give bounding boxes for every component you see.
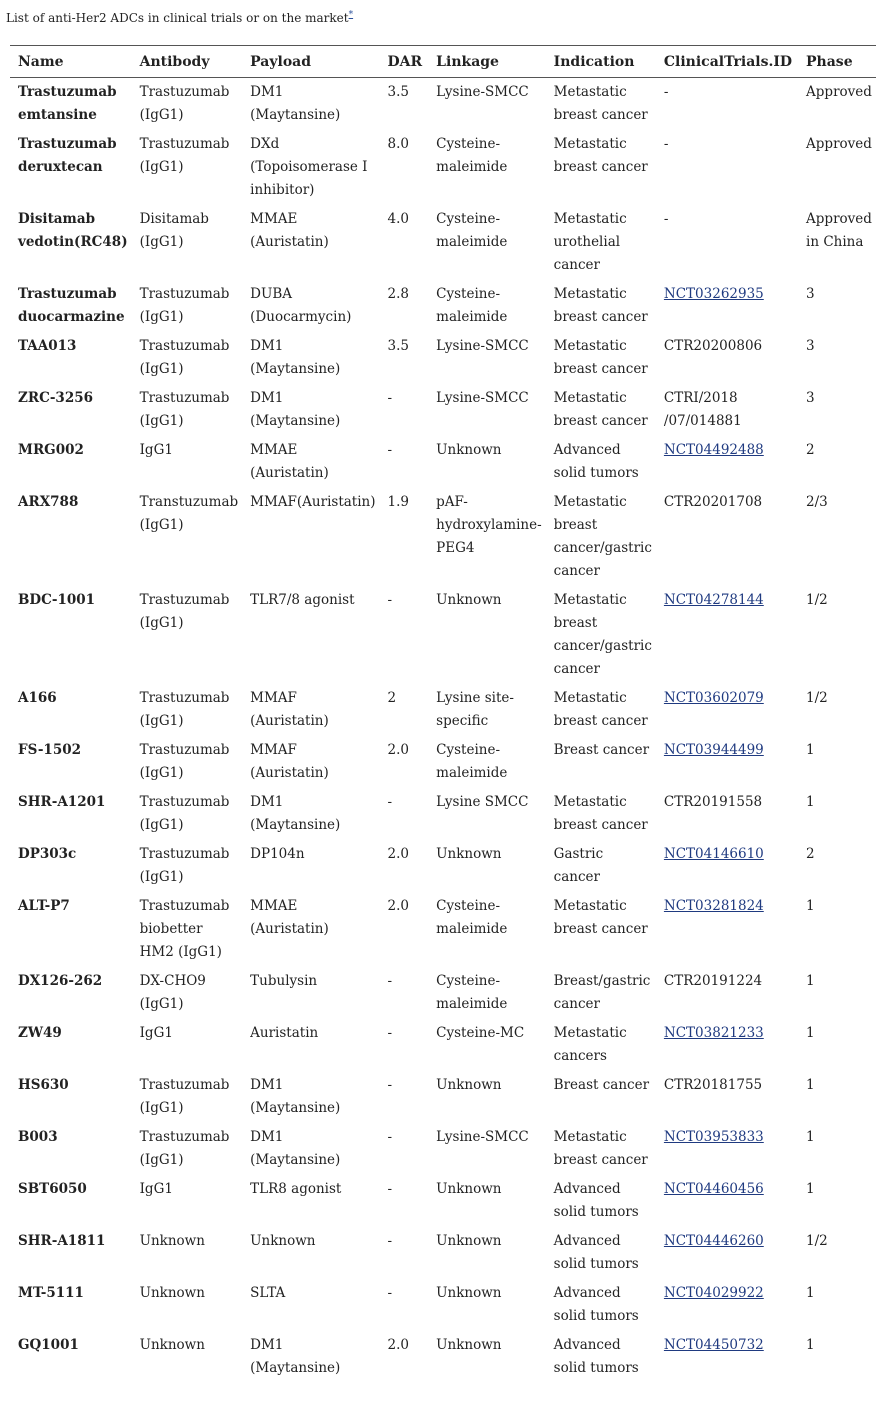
cell-linkage: Unknown: [436, 592, 502, 608]
cell-clinicaltrials-id: -: [663, 84, 669, 100]
cell-name: DX126-262: [18, 973, 103, 989]
cell-linkage: Lysine SMCC: [436, 794, 529, 810]
table-row: [10, 892, 876, 967]
cell-dar: -: [387, 794, 393, 810]
cell-indication: Metastatic breast cancer: [553, 1129, 648, 1168]
cell-linkage: Lysine-SMCC: [436, 1129, 529, 1145]
cell-linkage: Lysine-SMCC: [436, 338, 529, 354]
cell-phase: 1/2: [806, 592, 828, 608]
cell-dar: 3.5: [387, 84, 409, 100]
adc-table: [10, 45, 876, 1383]
cell-linkage: Unknown: [436, 1077, 502, 1093]
clinical-trial-link[interactable]: NCT03262935: [663, 286, 764, 302]
cell-phase: 1: [806, 742, 815, 758]
cell-indication: Breast cancer: [553, 742, 650, 758]
cell-antibody: Trastuzumab (IgG1): [139, 690, 230, 729]
clinical-trial-link[interactable]: NCT03944499: [663, 742, 764, 758]
cell-dar: 2.0: [387, 898, 409, 914]
cell-indication: Advanced solid tumors: [553, 1233, 639, 1272]
cell-antibody: Unknown: [139, 1233, 205, 1249]
clinical-trial-link[interactable]: NCT04446260: [663, 1233, 764, 1249]
header-phase: Phase: [798, 46, 876, 78]
cell-linkage: Lysine-SMCC: [436, 84, 529, 100]
cell-antibody: Trastuzumab (IgG1): [139, 1129, 230, 1168]
caption-footnote-link[interactable]: *: [348, 10, 354, 20]
cell-antibody: DX-CHO9 (IgG1): [139, 973, 206, 1012]
cell-payload: MMAE (Auristatin): [250, 442, 329, 481]
cell-dar: -: [387, 1129, 393, 1145]
cell-clinicaltrials-id: [656, 280, 798, 332]
header-dar: DAR: [380, 46, 429, 78]
cell-indication: Metastatic breast cancer: [553, 338, 648, 377]
table-row: [10, 840, 876, 892]
cell-clinicaltrials-id: [656, 1019, 798, 1071]
cell-dar: 4.0: [387, 211, 409, 227]
cell-phase: 2: [806, 846, 815, 862]
cell-antibody: Trastuzumab (IgG1): [139, 84, 230, 123]
header-antibody: Antibody: [132, 46, 243, 78]
cell-linkage: Cysteine-maleimide: [436, 211, 508, 250]
clinical-trial-link[interactable]: NCT03281824: [663, 898, 764, 914]
cell-indication: Metastatic cancers: [553, 1025, 627, 1064]
cell-indication: Breast/gastric cancer: [553, 973, 651, 1012]
cell-clinicaltrials-id: [656, 586, 798, 684]
cell-name: ALT-P7: [18, 898, 70, 914]
cell-phase: 1: [806, 1077, 815, 1093]
clinical-trial-link[interactable]: NCT03953833: [663, 1129, 764, 1145]
cell-clinicaltrials-id: [656, 436, 798, 488]
cell-payload: DP104n: [250, 846, 305, 862]
cell-dar: 2.0: [387, 1337, 409, 1353]
cell-name: MRG002: [18, 442, 84, 458]
cell-payload: DM1 (Maytansine): [250, 84, 341, 123]
cell-name: B003: [18, 1129, 58, 1145]
cell-name: Trastuzumab deruxtecan: [18, 136, 117, 175]
cell-phase: 1: [806, 973, 815, 989]
cell-linkage: Cysteine-maleimide: [436, 742, 508, 781]
cell-phase: 1: [806, 794, 815, 810]
cell-antibody: Trastuzumab (IgG1): [139, 338, 230, 377]
cell-antibody: Trastuzumab (IgG1): [139, 136, 230, 175]
cell-clinicaltrials-id: [656, 736, 798, 788]
table-row: [10, 1175, 876, 1227]
clinical-trial-link[interactable]: NCT04492488: [663, 442, 764, 458]
cell-antibody: Trastuzumab (IgG1): [139, 794, 230, 833]
table-row: [10, 436, 876, 488]
cell-dar: -: [387, 390, 393, 406]
cell-dar: 2.0: [387, 742, 409, 758]
cell-clinicaltrials-id: [656, 1227, 798, 1279]
cell-dar: 1.9: [387, 494, 409, 510]
cell-name: ZW49: [18, 1025, 62, 1041]
table-row: [10, 736, 876, 788]
cell-antibody: Trastuzumab (IgG1): [139, 286, 230, 325]
cell-dar: -: [387, 1025, 393, 1041]
cell-name: SHR-A1811: [18, 1233, 106, 1249]
table-row: [10, 586, 876, 684]
cell-indication: Metastatic breast cancer: [553, 690, 648, 729]
cell-name: ZRC-3256: [18, 390, 93, 406]
cell-payload: Tubulysin: [250, 973, 318, 989]
cell-name: HS630: [18, 1077, 69, 1093]
cell-indication: Metastatic breast cancer/gastric cancer: [553, 592, 652, 677]
clinical-trial-link[interactable]: NCT04029922: [663, 1285, 764, 1301]
cell-linkage: Unknown: [436, 846, 502, 862]
cell-indication: Advanced solid tumors: [553, 1285, 639, 1324]
header-payload: Payload: [242, 46, 379, 78]
cell-clinicaltrials-id: CTR20191224: [663, 973, 763, 989]
cell-name: A166: [18, 690, 57, 706]
table-row: [10, 1331, 876, 1383]
clinical-trial-link[interactable]: NCT04450732: [663, 1337, 764, 1353]
cell-indication: Metastatic breast cancer: [553, 794, 648, 833]
cell-clinicaltrials-id: [656, 1175, 798, 1227]
table-row: [10, 488, 876, 586]
cell-dar: -: [387, 442, 393, 458]
cell-payload: MMAF (Auristatin): [250, 690, 329, 729]
cell-payload: SLTA: [250, 1285, 286, 1301]
clinical-trial-link[interactable]: NCT03602079: [663, 690, 764, 706]
table-row: [10, 130, 876, 205]
table-row: [10, 1123, 876, 1175]
cell-clinicaltrials-id: [656, 684, 798, 736]
cell-phase: 3: [806, 338, 815, 354]
cell-payload: DM1 (Maytansine): [250, 1129, 341, 1168]
cell-linkage: Cysteine-MC: [436, 1025, 525, 1041]
cell-antibody: IgG1: [139, 442, 173, 458]
header-clinicaltrials-id: ClinicalTrials.ID: [656, 46, 798, 78]
cell-payload: TLR8 agonist: [250, 1181, 342, 1197]
header-name: Name: [10, 46, 132, 78]
cell-antibody: Unknown: [139, 1285, 205, 1301]
cell-phase: 3: [806, 390, 815, 406]
table-row: [10, 1279, 876, 1331]
table-row: [10, 1071, 876, 1123]
cell-clinicaltrials-id: CTR20191558: [663, 794, 763, 810]
cell-phase: 2/3: [806, 494, 828, 510]
table-body: [10, 78, 876, 1384]
cell-dar: 2: [387, 690, 397, 706]
header-indication: Indication: [546, 46, 656, 78]
cell-antibody: IgG1: [139, 1181, 173, 1197]
cell-name: DP303c: [18, 846, 77, 862]
cell-dar: -: [387, 1285, 393, 1301]
cell-phase: Approved: [806, 84, 872, 100]
cell-phase: 1: [806, 1025, 815, 1041]
cell-antibody: Trastuzumab biobetter HM2 (IgG1): [139, 898, 230, 960]
cell-clinicaltrials-id: CTR20200806: [663, 338, 763, 354]
cell-payload: DM1 (Maytansine): [250, 390, 341, 429]
cell-antibody: Trastuzumab (IgG1): [139, 846, 230, 885]
cell-linkage: Unknown: [436, 1337, 502, 1353]
cell-name: GQ1001: [18, 1337, 79, 1353]
cell-dar: 2.0: [387, 846, 409, 862]
cell-dar: 8.0: [387, 136, 409, 152]
cell-phase: 2: [806, 442, 815, 458]
cell-dar: -: [387, 592, 393, 608]
cell-antibody: Unknown: [139, 1337, 205, 1353]
cell-payload: Unknown: [250, 1233, 316, 1249]
table-row: [10, 1227, 876, 1279]
cell-phase: 1: [806, 898, 815, 914]
cell-payload: MMAF(Auristatin): [250, 494, 376, 510]
cell-phase: 1: [806, 1181, 815, 1197]
cell-linkage: Cysteine-maleimide: [436, 898, 508, 937]
cell-payload: MMAE (Auristatin): [250, 898, 329, 937]
cell-indication: Breast cancer: [553, 1077, 650, 1093]
cell-antibody: Disitamab (IgG1): [139, 211, 209, 250]
cell-clinicaltrials-id: [656, 840, 798, 892]
clinical-trial-link[interactable]: NCT03821233: [663, 1025, 764, 1041]
cell-payload: DM1 (Maytansine): [250, 1337, 341, 1376]
cell-dar: -: [387, 1181, 393, 1197]
cell-linkage: pAF-hydroxylamine-PEG4: [436, 494, 542, 556]
cell-antibody: Trastuzumab (IgG1): [139, 592, 230, 631]
cell-antibody: Transtuzumab (IgG1): [139, 494, 239, 533]
cell-indication: Advanced solid tumors: [553, 1337, 639, 1376]
cell-name: Trastuzumab duocarmazine: [18, 286, 125, 325]
table-row: [10, 967, 876, 1019]
cell-indication: Metastatic breast cancer/gastric cancer: [553, 494, 652, 579]
cell-indication: Metastatic breast cancer: [553, 898, 648, 937]
cell-payload: DM1 (Maytansine): [250, 338, 341, 377]
cell-clinicaltrials-id: [656, 892, 798, 967]
cell-dar: -: [387, 1077, 393, 1093]
cell-clinicaltrials-id: CTR20201708: [663, 494, 763, 510]
cell-antibody: Trastuzumab (IgG1): [139, 742, 230, 781]
cell-name: Disitamab vedotin(RC48): [18, 211, 128, 250]
cell-name: MT-5111: [18, 1285, 84, 1301]
table-caption: [6, 10, 353, 25]
cell-indication: Metastatic breast cancer: [553, 136, 648, 175]
clinical-trial-link[interactable]: NCT04146610: [663, 846, 764, 862]
clinical-trial-link[interactable]: NCT04460456: [663, 1181, 764, 1197]
cell-phase: 1: [806, 1129, 815, 1145]
cell-antibody: Trastuzumab (IgG1): [139, 390, 230, 429]
cell-phase: Approved: [806, 136, 872, 152]
cell-clinicaltrials-id: -: [663, 211, 669, 227]
cell-linkage: Lysine site-specific: [436, 690, 514, 729]
table-row: [10, 684, 876, 736]
cell-payload: DUBA (Duocarmycin): [250, 286, 352, 325]
cell-indication: Metastatic breast cancer: [553, 390, 648, 429]
cell-name: TAA013: [18, 338, 77, 354]
cell-name: Trastuzumab emtansine: [18, 84, 117, 123]
cell-linkage: Unknown: [436, 442, 502, 458]
cell-payload: MMAE (Auristatin): [250, 211, 329, 250]
cell-name: ARX788: [18, 494, 79, 510]
cell-payload: DM1 (Maytansine): [250, 1077, 341, 1116]
cell-dar: 3.5: [387, 338, 409, 354]
header-linkage: Linkage: [428, 46, 546, 78]
cell-dar: 2.8: [387, 286, 409, 302]
table-header: [10, 46, 876, 78]
cell-dar: -: [387, 1233, 393, 1249]
cell-payload: Auristatin: [250, 1025, 319, 1041]
cell-clinicaltrials-id: CTRI/2018 /07/014881: [663, 390, 742, 429]
cell-indication: Gastric cancer: [553, 846, 604, 885]
table-row: [10, 788, 876, 840]
table-row: [10, 78, 876, 131]
cell-phase: 1: [806, 1337, 815, 1353]
cell-clinicaltrials-id: [656, 1123, 798, 1175]
cell-name: SHR-A1201: [18, 794, 106, 810]
cell-indication: Advanced solid tumors: [553, 1181, 639, 1220]
cell-linkage: Cysteine-maleimide: [436, 136, 508, 175]
cell-indication: Metastatic breast cancer: [553, 84, 648, 123]
table-row: [10, 280, 876, 332]
cell-linkage: Lysine-SMCC: [436, 390, 529, 406]
cell-indication: Advanced solid tumors: [553, 442, 639, 481]
cell-phase: 1/2: [806, 690, 828, 706]
cell-payload: DM1 (Maytansine): [250, 794, 341, 833]
cell-payload: MMAF (Auristatin): [250, 742, 329, 781]
cell-linkage: Cysteine-maleimide: [436, 973, 508, 1012]
cell-dar: -: [387, 973, 393, 989]
cell-linkage: Unknown: [436, 1181, 502, 1197]
cell-payload: DXd (Topoisomerase I inhibitor): [250, 136, 368, 198]
cell-clinicaltrials-id: CTR20181755: [663, 1077, 763, 1093]
caption-text: List of anti-Her2 ADCs in clinical trials or on the market: [6, 11, 349, 25]
cell-name: SBT6050: [18, 1181, 87, 1197]
table-row: [10, 332, 876, 384]
cell-phase: 1/2: [806, 1233, 828, 1249]
cell-clinicaltrials-id: [656, 1279, 798, 1331]
cell-clinicaltrials-id: [656, 1331, 798, 1383]
cell-payload: TLR7/8 agonist: [250, 592, 355, 608]
cell-phase: 1: [806, 1285, 815, 1301]
cell-name: BDC-1001: [18, 592, 96, 608]
cell-linkage: Unknown: [436, 1233, 502, 1249]
cell-phase: 3: [806, 286, 815, 302]
cell-clinicaltrials-id: -: [663, 136, 669, 152]
cell-antibody: IgG1: [139, 1025, 173, 1041]
cell-indication: Metastatic urothelial cancer: [553, 211, 627, 273]
cell-linkage: Cysteine-maleimide: [436, 286, 508, 325]
cell-antibody: Trastuzumab (IgG1): [139, 1077, 230, 1116]
table-row: [10, 205, 876, 280]
clinical-trial-link[interactable]: NCT04278144: [663, 592, 764, 608]
cell-name: FS-1502: [18, 742, 82, 758]
cell-indication: Metastatic breast cancer: [553, 286, 648, 325]
table-row: [10, 384, 876, 436]
cell-phase: Approved in China: [806, 211, 872, 250]
cell-linkage: Unknown: [436, 1285, 502, 1301]
table-row: [10, 1019, 876, 1071]
